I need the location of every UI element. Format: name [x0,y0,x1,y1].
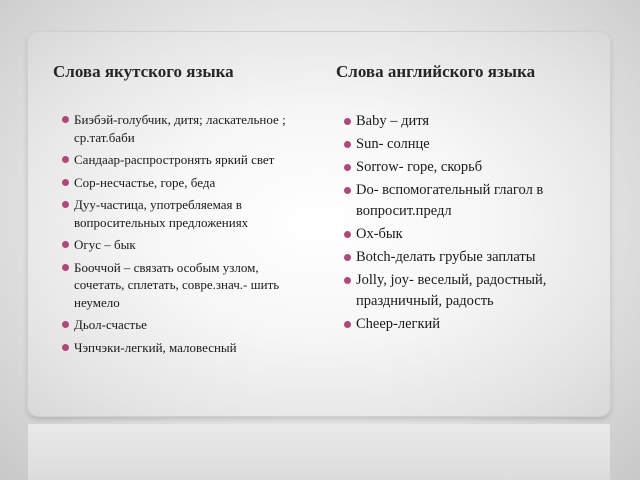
list-item [62,174,312,192]
list-item [344,247,604,268]
bullet-icon [344,277,351,284]
list-item [62,259,312,312]
list-item [344,111,604,132]
bullet-icon [344,141,351,148]
bullet-icon [62,264,69,271]
english-words-list [344,111,604,337]
bullet-icon [344,118,351,125]
list-item-text: Ox-бык [356,226,403,242]
bullet-icon [344,187,351,194]
list-item-text: Cheep-легкий [356,316,441,332]
bullet-icon [62,156,69,163]
bullet-icon [62,179,69,186]
list-item [62,339,312,357]
list-item-text: Бооччой – связать особым узлом, сочетать, сплетать, совре.знач.- шить неумело [74,259,280,310]
list-item [344,134,604,155]
list-item-text: Jolly, joy- веселый, радостный, праздничный, радость [356,272,547,309]
list-item [344,224,604,245]
bullet-icon [344,231,351,238]
list-item [344,270,604,312]
left-column-heading: Слова якутского языка [53,62,234,81]
bullet-icon [62,321,69,328]
list-item-text: Сор-несчастье, горе, беда [74,174,216,190]
list-item [344,157,604,178]
list-item [62,316,312,334]
list-item [344,314,604,335]
list-item-text: Чэпчэки-легкий, маловесный [74,339,237,355]
bullet-icon [344,321,351,328]
bullet-icon [344,254,351,261]
bullet-icon [62,201,69,208]
bullet-icon [62,116,69,123]
list-item-text: Дуу-частица, употребляемая в вопросительных предложениях [74,197,249,230]
list-item-text: Сандаар-распростронять яркий свет [74,152,275,167]
list-item-text: Дьол-счастье [74,317,147,332]
bottom-strip [28,424,610,480]
list-item [62,151,312,169]
list-item-text: Botch-делать грубые заплаты [356,249,536,265]
list-item [62,236,312,254]
list-item-text: Do- вспомогательный глагол в вопросит.предл [356,182,544,219]
yakut-words-list [62,111,312,361]
list-item-text: Огус – бык [74,237,136,252]
bullet-icon [344,164,351,171]
list-item [344,180,604,222]
list-item [62,196,312,231]
list-item-text: Биэбэй-голубчик, дитя; ласкательное ; ср.тат.баби [74,112,286,145]
list-item-text: Sun- солнце [356,136,430,152]
bullet-icon [62,241,69,248]
bullet-icon [62,344,69,351]
list-item [62,111,312,146]
list-item-text: Baby – дитя [356,113,430,129]
right-column-heading: Слова английского языка [336,62,536,81]
list-item-text: Sorrow- горе, скорьб [356,159,483,175]
